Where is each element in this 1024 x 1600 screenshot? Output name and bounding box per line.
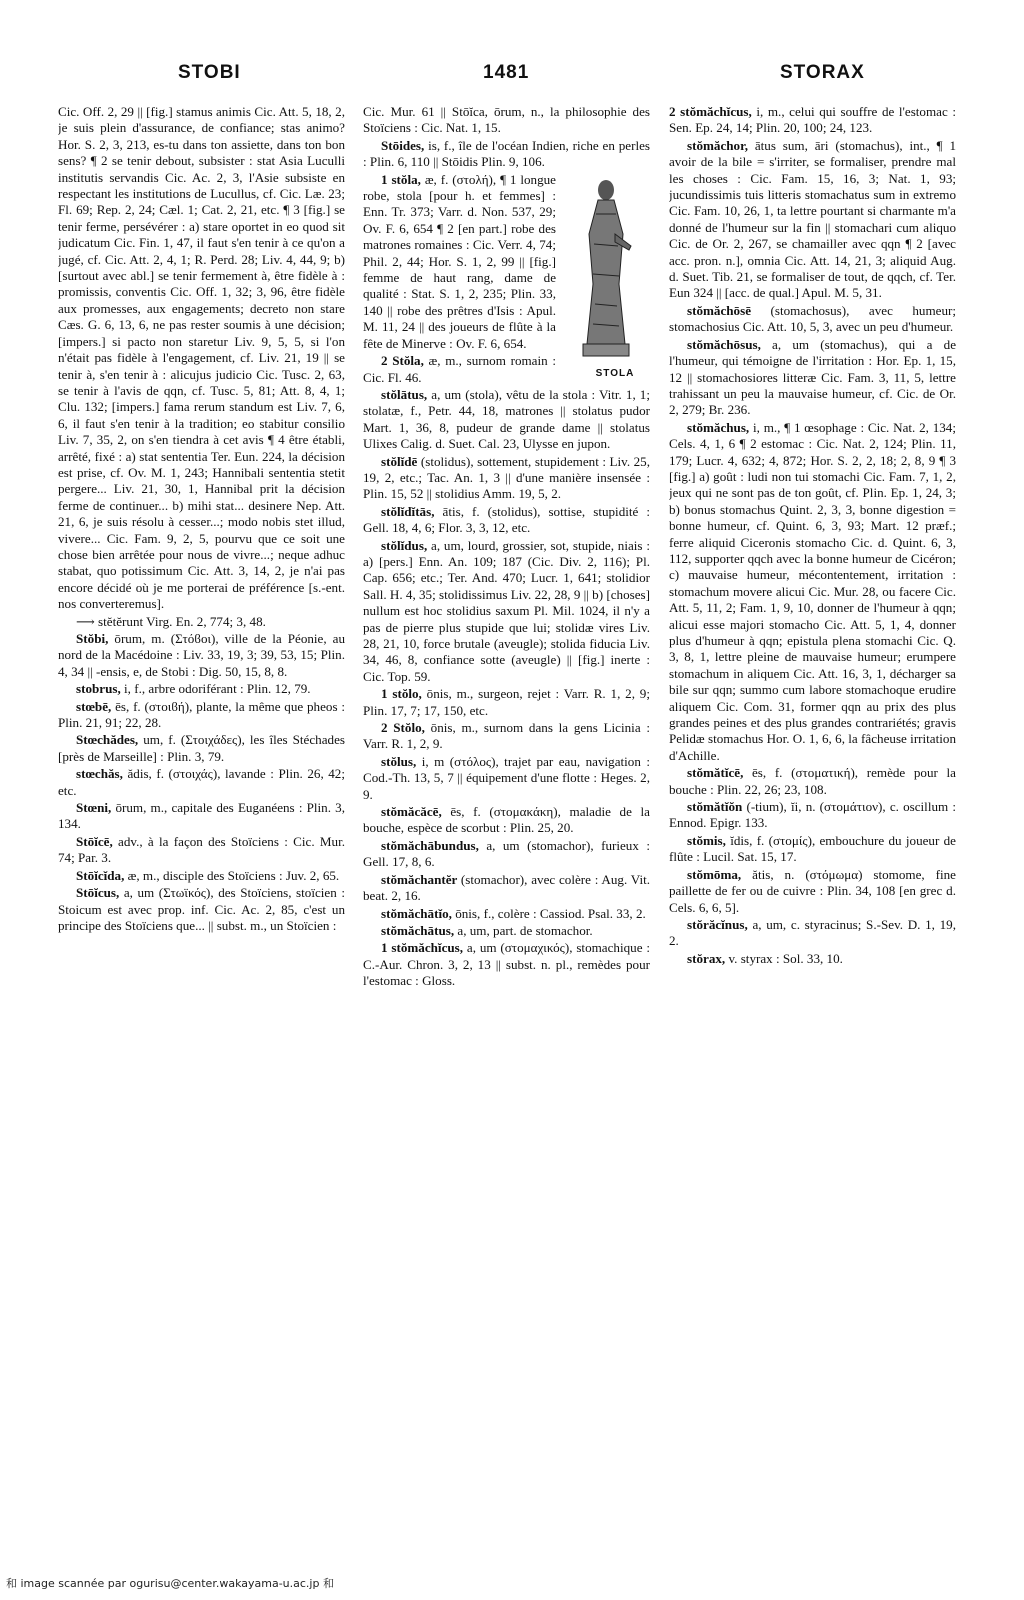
entry-definition: ădis, f. (στοιχάς), lavande : Plin. 26, 42; etc. (58, 766, 345, 798)
entry-headword: Stōĭcus, (76, 885, 124, 901)
entry-definition: ātis, f. (stolidus), sottise, stupidité : Gell. 18, 4, 6; Flor. 3, 3, 12, etc. (363, 503, 650, 536)
entry-definition: a, um, lourd, grossier, sot, stupide, niais : a) [pers.] Enn. An. 109; 187 (Cic. Div. 2, 116); Pl. Cap. 656; etc.; Ter. And. 470; Lucr. 1, 641; stolidior Sall. H. 4, 35; stolidissimus Liv. 22, 28, 9 || b) [choses] nullum est hoc stolidius saxum Pl. Mil. 1024, il n'y a pas de pierre plus stupide que lui; stolidæ vires Liv. 28, 21, 10, force brutale (aveugle); stolida fiducia Liv. 34, 46, 8, confiance sotte (aveugle) || [fig.] inerte : Cic. Top. 59. (363, 537, 650, 684)
entry-headword: Stœchădes, (76, 732, 144, 748)
dictionary-entry (363, 838, 650, 871)
dictionary-entry (363, 387, 650, 453)
entry-definition: ōrum, m. (Στόϐοι), ville de la Péonie, au nord de la Macédoine : Liv. 33, 19, 3; 39, 53, 15; Plin. 4, 34 || -ensis, e, de Stobi : Dig. 50, 15, 8, 8. (58, 631, 345, 679)
dictionary-entry (669, 138, 956, 302)
entry-definition: a, um (stola), vêtu de la stola : Vitr. 1, 1; stolatæ, f., Petr. 44, 18, matrones || stolatus pudor Mart. 1, 36, 8, pudeur de grande dame || stolatus Ulixes Calig. d. Suet. Cal. 23, Ulysse en jupon. (363, 386, 650, 452)
page-number: 1481 (483, 62, 530, 83)
entry-headword: 2 Stŏlo, (381, 720, 431, 736)
dictionary-entry (363, 940, 650, 989)
dictionary-entry (363, 923, 650, 939)
dictionary-entry (669, 833, 956, 866)
entry-definition: v. styrax : Sol. 33, 10. (728, 950, 843, 966)
entry-headword: stŏlātus, (381, 386, 432, 402)
entry-definition: a, um (Στωϊκός), des Stoïciens, stoïcien : Stoicum est avec prop. inf. Cic. Ac. 2, 85, c'est un principe des Stoïciens que... || subst. m., un Stoïcien : (58, 885, 345, 933)
entry-definition: i, m., celui qui souffre de l'estomac : Sen. Ep. 24, 14; Plin. 20, 100; 24, 123. (669, 104, 956, 136)
entry-definition: a, um (stomachor), furieux : Gell. 17, 8, 6. (363, 837, 650, 870)
dictionary-entry (58, 681, 345, 697)
dictionary-entry (669, 337, 956, 419)
entry-headword: Stōĭcē, (76, 833, 119, 849)
entry-definition: adv., à la façon des Stoïciens : Cic. Mur. 74; Par. 3. (58, 833, 345, 866)
entry-headword: 2 stŏmăchĭcus, (669, 104, 757, 119)
dictionary-entry (363, 754, 650, 803)
dictionary-columns (58, 104, 968, 1544)
dictionary-entry (669, 917, 956, 950)
entry-definition: i, m (στόλος), trajet par eau, navigation : Cod.-Th. 13, 5, 7 || équipement d'une flotte : Heges. 2, 9. (363, 753, 650, 802)
entry-definition: æ, m., disciple des Stoïciens : Juv. 2, 65. (127, 867, 340, 883)
entry-headword: Stŏbi, (76, 631, 115, 646)
dictionary-entry (58, 732, 345, 765)
header-right-guideword: STORAX (780, 62, 865, 83)
entry-definition: is, f., île de l'océan Indien, riche en perles : Plin. 6, 110 || Stōidis Plin. 9, 106. (363, 137, 650, 170)
entry-definition: ⟶ stĕtĕrunt Virg. En. 2, 774; 3, 48. (76, 613, 266, 629)
entry-headword: stŏmătĭŏn (687, 799, 747, 815)
entry-headword: stœbē, (76, 698, 116, 714)
entry-headword: stŏmătĭcē, (687, 765, 752, 781)
entry-headword: Stōides, (381, 137, 429, 153)
entry-headword: stŏlĭdē (381, 453, 421, 469)
dictionary-entry (363, 720, 650, 753)
entry-definition: ătis, n. (στόμωμα) stomome, fine paillette de fer ou de cuivre : Plin. 34, 108 [en grec d. Cels. 6, 6, 5]. (669, 866, 956, 915)
entry-headword: stŏmăchātus, (381, 922, 458, 938)
dictionary-entry (669, 951, 956, 967)
entry-definition: (stomachor), avec colère : Aug. Vit. beat. 2, 16. (363, 871, 650, 904)
dictionary-entry (363, 906, 650, 922)
entry-definition: (stomachosus), avec humeur; stomachosius Cic. Att. 10, 5, 3, avec un peu d'humeur. (669, 302, 956, 335)
entry-definition: i, f., arbre odoriférant : Plin. 12, 79. (124, 681, 311, 697)
entry-headword: 1 stŏlo, (381, 686, 427, 702)
entry-headword: 2 Stŏla, (381, 353, 429, 369)
dictionary-entry (58, 631, 345, 680)
entry-headword: stŏlĭdus, (381, 537, 432, 553)
entry-headword: stŏlus, (381, 753, 422, 769)
dictionary-entry (363, 454, 650, 503)
entry-headword: stŏmăchor, (687, 137, 755, 153)
entry-headword: stœchăs, (76, 766, 128, 782)
entry-headword: Stœni, (76, 800, 116, 816)
dictionary-entry (363, 686, 650, 719)
dictionary-entry (58, 868, 345, 884)
dictionary-entry (363, 104, 650, 137)
dictionary-entry (363, 504, 650, 537)
dictionary-entry (363, 538, 650, 686)
entry-headword: 1 stŏla, (381, 171, 425, 187)
entry-definition: ēs, f. (στοιϐή), plante, la même que pheos : Plin. 21, 91; 22, 28. (58, 698, 345, 731)
dictionary-entry (58, 800, 345, 833)
entry-definition: æ, f. (στολή), ¶ 1 longue robe, stola [pour h. et femmes] : Enn. Tr. 373; Varr. d. Non. 537, 29; Ov. F. 6, 654 ¶ 2 [en part.] robe des matrones romaines : Cic. Verr. 4, 74; Phil. 2, 44; Hor. S. 1, 2, 99 || [fig.] femme de haut rang, dame de qualité : Stat. S. 1, 2, 235; Plin. 33, 140 || robe des prêtres d'Isis : Apul. M. 11, 24 || des joueurs de flûte à la fête de Minerve : Ov. F. 6, 654. (363, 171, 556, 351)
entry-definition: æ, m., surnom romain : Cic. Fl. 46. (363, 353, 556, 385)
dictionary-entry (669, 420, 956, 765)
entry-definition: ōnis, f., colère : Cassiod. Psal. 33, 2. (455, 905, 646, 921)
column-2 (363, 104, 650, 1544)
column-3 (669, 104, 956, 1544)
entry-headword: stŏlĭdĭtās, (381, 503, 443, 519)
dictionary-entry (58, 699, 345, 732)
entry-definition: a, um (στομαχικός), stomachique : C.-Aur. Chron. 3, 2, 13 || subst. n. pl., remèdes pour l'estomac : Gloss. (363, 940, 650, 989)
entry-headword: stŏmăcăcē, (381, 804, 451, 820)
entry-headword: stŏmăchōsus, (687, 336, 773, 352)
dictionary-entry (669, 799, 956, 832)
dictionary-entry (363, 804, 650, 837)
entry-definition: Cic. Mur. 61 || Stōĭca, ōrum, n., la philosophie des Stoïciens : Cic. Nat. 1, 15. (363, 104, 650, 136)
entry-definition: a, um, part. de stomachor. (457, 922, 593, 938)
dictionary-entry (58, 104, 345, 613)
header-left-guideword: STOBI (178, 62, 241, 83)
entry-definition: um, f. (Στοιχάδες), les îles Stéchades [près de Marseille] : Plin. 3, 79. (58, 732, 345, 764)
entry-definition: ēs, f. (στοματική), remède pour la bouche : Plin. 22, 26; 23, 108. (669, 765, 956, 797)
dictionary-entry (363, 138, 650, 171)
dictionary-entry (669, 104, 956, 137)
entry-headword: 1 stŏmăchĭcus, (381, 940, 467, 956)
entry-definition: ōnis, m., surgeon, rejet : Varr. R. 1, 2, 9; Plin. 17, 7; 17, 150, etc. (363, 686, 650, 718)
entry-headword: stŏmăchābundus, (381, 837, 487, 853)
stola-illustration (562, 174, 650, 384)
entry-definition: ātus sum, āri (stomachus), int., ¶ 1 avoir de la bile = s'irriter, se formaliser, prendre mal les choses : Cic. Fam. 15, 16, 3; Nat. 1, 93; jucundissimis tuis litteris stomachatus sum in extremo Cic. Fam. 10, 26, 1, ta lettre pourtant si charmante m'a donné de l'humeur sur la fin || stomachari cum aliquo Cic. de Or. 2, 267, se chamailler avec qqn ¶ 2 [avec acc. pron. n.], omnia Cic. Att. 14, 21, 3; aliquid Aug. d. Suet. Tib. 21, se formaliser de tout, de qqch, cf. Ter. Eun 324 || [acc. de qual.] Apul. M. 5, 31. (669, 137, 956, 301)
entry-headword: stŏmōma, (687, 866, 753, 882)
entry-definition: (stolidus), sottement, stupidement : Liv. 25, 19, 2, etc.; Tac. An. 1, 3 || d'une manière insensée : Plin. 15, 52 || stolidius Amm. 19, 5, 2. (363, 453, 650, 502)
entry-headword: stŏmăchōsē (687, 302, 771, 318)
dictionary-entry (669, 765, 956, 798)
entry-definition: i, m., ¶ 1 œsophage : Cic. Nat. 2, 134; Cels. 4, 1, 6 ¶ 2 estomac : Cic. Nat. 2, 124; Plin. 11, 179; Lucr. 4, 632; 4, 872; Hor. S. 2, 2, 18; 2, 8, 9 ¶ 3 [fig.] a) goût : ludi non tui stomachi Cic. Fam. 7, 1, 2, jeux qui ne sont pas de ton goût, cf. Plin. Ep. 1, 24, 3; b) bonus stomachus Quint. 2, 3, 3, bonne digestion = bonne humeur, cf. Quint. 6, 3, 93; Mart. 12 præf.; ferre aliquid Ciceronis stomacho Cic. d. Quint. 6, 3, 112, supporter qqch avec la bonne humeur de Cicéron; c) mauvaise humeur, mécontentement, irritation : stomachum movere alicui Cic. Mur. 28, ou facere Cic. Att. 5, 11, 2; Fam. 1, 9, 10, donner de l'humeur à qqn; alicui esse majori stomacho Cic. Att. 5, 1, 4, donner plus d'humeur à qqn; epistula plena stomachi Cic. Q. 3, 8, 1, lettre pleine de mauvaise humeur; erumpere stomachum in aliquem Cic. Att. 16, 3, 1, décharger sa bile sur qqn; summo cum labore stomachoque erudire aliquem Cic. Com. 31, former qqn au prix des plus grandes peines et des plus grandes contrariétés; gravis Pelidæ stomachus Hor. O. 1, 6, 6, la fâcheuse irritation d'Achille. (669, 419, 956, 763)
dictionary-entry (58, 885, 345, 934)
entry-definition: ēs, f. (στομακάκη), maladie de la bouche, espèce de scorbut : Plin. 25, 20. (363, 804, 650, 836)
figure-caption: STOLA (595, 367, 635, 379)
dictionary-entry (58, 766, 345, 799)
entry-definition: ōnis, m., surnom dans la gens Licinia : Varr. R. 1, 2, 9. (363, 720, 650, 752)
entry-definition: (-tium), ĭi, n. (στομάτιον), c. oscillum : Ennod. Epigr. 133. (669, 799, 956, 831)
stola-statue-icon (571, 174, 641, 364)
column-1 (58, 104, 345, 1544)
dictionary-entry (669, 303, 956, 336)
entry-definition: ōrum, m., capitale des Euganéens : Plin. 3, 134. (58, 800, 345, 832)
dictionary-entry (58, 834, 345, 867)
entry-headword: stŏrăcĭnus, (687, 916, 753, 932)
entry-definition: ĭdis, f. (στομίς), embouchure du joueur de flûte : Lucil. Sat. 15, 17. (669, 832, 956, 865)
entry-headword: stŏrax, (687, 950, 729, 966)
entry-headword: stŏmăchantĕr (381, 871, 461, 887)
entry-headword: stŏmis, (687, 832, 731, 848)
dictionary-entry (363, 872, 650, 905)
entry-headword: stŏmăchātĭo, (381, 905, 456, 921)
entry-headword: Stōĭcĭda, (76, 867, 128, 883)
dictionary-entry (669, 867, 956, 916)
entry-definition: a, um (stomachus), qui a de l'humeur, qui témoigne de l'irritation : Hor. Ep. 1, 15, 12 || stomachosiores litteræ Cic. Fam. 3, 11, 5, lettre trahissant un peu la mauvaise humeur, cf. Cic. de Or. 2, 279; Br. 236. (669, 336, 956, 418)
entry-definition: a, um, c. styracinus; S.-Sev. D. 1, 19, 2. (669, 916, 956, 949)
running-header (60, 62, 964, 90)
scan-credit: 和 image scannée par ogurisu@center.wakayama-u.ac.jp 和 (6, 1577, 334, 1590)
entry-definition: Cic. Off. 2, 29 || [fig.] stamus animis Cic. Att. 5, 18, 2, je suis plein d'assurance, de confiance; stas animo? Hor. S. 2, 3, 213, es-tu dans ton assiette, dans ton bon sens? ¶ 2 se tenir debout, subsister : stat Asia Luculli institutis servandis Cic. Ac. 2, 3, l'Asie subsiste en respectant les institutions de Lucullus, cf. Cic. Læ. 23; Fl. 69; Rep. 2, 24; Cæl. 1; Cat. 2, 21, etc. ¶ 3 [fig.] se tenir ferme, persévérer : a) stare oportet in eo quod sit judicatum Cic. Fin. 1, 47, il faut s'en tenir à ce qu'on a jugé, cf. Cic. Att. 2, 4, 1; R. Perd. 28; Liv. 4, 44, 9; b) [surtout avec abl.] se tenir fermement à, être fidèle à : promissis, conventis Cic. Off. 1, 32; 3, 96, être fidèle aux promesses, aux engagements; decreto non stare Cæs. G. 6, 13, 6, ne pas rester soumis à une décision; [impers.] si pacto non staretur Liv. 9, 5, 5, si l'on n'était pas fidèle à l'engagement, cf. Liv. 21, 19 || se tenir à, s'en tenir à : alicujus judicio Cic. Tusc. 2, 63, se tenir à l'avis de qqn, cf. Tusc. 5, 81; Att. 8, 4, 1; Clu. 132; [impers.] fama rerum standum est Liv. 7, 6, 6, il faut s'en tenir à la tradition; eo stabitur consilio Liv. 7, 35, 2, on s'en tiendra à cet avis ¶ 4 être établi, arrêté, fixé : a) stat sententia Ter. Eun. 224, la décision est prise, cf. Ov. M. 1, 243; Hannibali sententia stetit pergere... Liv. 21, 30, 1, Hannibal prit la décision ferme de continuer... b) mihi stat... desinere Nep. Att. 21, 6, je suis résolu à cesser...; modo nobis stet illud, vivere... Cic. Fam. 9, 2, 5, pourvu que ce soit une chose bien arrêtée pour nous de vivre...; neque adhuc stabat, quo potissimum Cic. Att. 3, 14, 2, je n'ai pas encore décidé où je me porterai de préférence [s.-ent. nos converteremus]. (58, 104, 345, 612)
dictionary-entry (58, 614, 345, 630)
entry-headword: stŏmăchus, (687, 419, 753, 435)
entry-headword: stobrus, (76, 681, 125, 697)
